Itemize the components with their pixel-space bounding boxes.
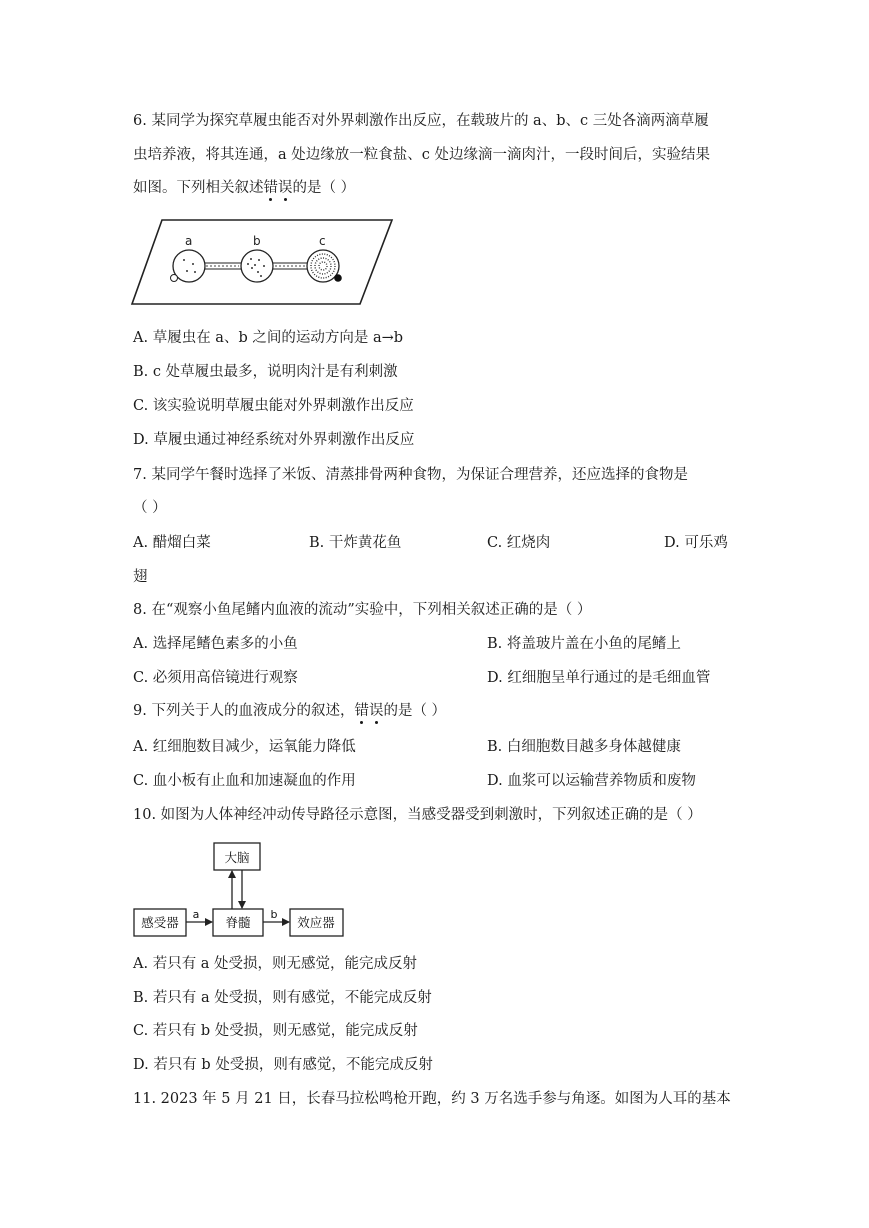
q6-option-c: C. 该实验说明草履虫能对外界刺激作出反应 <box>133 398 414 414</box>
q10-nerve-pathway-diagram <box>130 838 350 942</box>
label-a: a <box>185 234 193 248</box>
label-c: c <box>319 234 326 248</box>
q9-stem-pre: 9. 下列关于人的血液成分的叙述， <box>133 703 355 719</box>
label-a: a <box>192 908 200 921</box>
q9-option-a: A. 红细胞数目减少，运氧能力降低 <box>133 739 356 755</box>
spinal-cord-label: 脊髓 <box>225 915 251 930</box>
q7-option-b: B. 干炸黄花鱼 <box>309 535 402 551</box>
q8-stem: 8. 在“观察小鱼尾鳍内血液的流动”实验中，下列相关叙述正确的是（ ） <box>133 602 592 618</box>
q6-option-d: D. 草履虫通过神经系统对外界刺激作出反应 <box>133 432 415 448</box>
meat-juice-drop <box>334 274 342 282</box>
q10-option-d: D. 若只有 b 处受损，则有感觉，不能完成反射 <box>133 1057 433 1073</box>
effector-label: 效应器 <box>297 915 335 930</box>
label-b: b <box>270 908 278 921</box>
q7-option-d: D. 可乐鸡 <box>664 535 728 551</box>
q10-option-b: B. 若只有 a 处受损，则有感觉，不能完成反射 <box>133 990 432 1006</box>
q8-option-d: D. 红细胞呈单行通过的是毛细血管 <box>487 670 711 686</box>
q7-stem-line-2: （ ） <box>133 500 167 516</box>
q6-paramecium-slide-figure <box>130 216 395 308</box>
q9-stem <box>133 701 446 721</box>
q10-option-a: A. 若只有 a 处受损，则无感觉，能完成反射 <box>133 956 418 972</box>
emphasis-char: 误 <box>368 703 384 719</box>
q6-stem-pre: 如图。下列相关叙述 <box>133 180 264 196</box>
q6-option-b: B. c 处草履虫最多，说明肉汁是有利刺激 <box>133 364 398 380</box>
receptor-label: 感受器 <box>141 915 179 930</box>
q6-stem-line-3 <box>133 178 355 198</box>
q7-option-d-wrap: 翅 <box>133 569 148 585</box>
q10-option-c: C. 若只有 b 处受损，则无感觉，能完成反射 <box>133 1023 418 1039</box>
q7-option-c: C. 红烧肉 <box>487 535 551 551</box>
emphasis-char: 错 <box>263 180 278 196</box>
q11-stem-line-1: 11. 2023 年 5 月 21 日，长春马拉松鸣枪开跑，约 3 万名选手参与角逐。如图为人耳的基本 <box>133 1091 731 1107</box>
drop-b <box>241 250 273 282</box>
q6-stem-post: 的是（ ） <box>292 180 356 196</box>
drop-c <box>307 250 339 282</box>
q6-stem-line-2: 虫培养液，将其连通，a 处边缘放一粒食盐、c 处边缘滴一滴肉汁，一段时间后，实验结果 <box>133 147 710 163</box>
q9-option-b: B. 白细胞数目越多身体越健康 <box>487 739 681 755</box>
q6-option-a: A. 草履虫在 a、b 之间的运动方向是 a→b <box>133 330 404 346</box>
q7-option-a: A. 醋熘白菜 <box>133 535 211 551</box>
emphasis-char: 错 <box>354 703 369 719</box>
label-b: b <box>253 234 261 248</box>
q8-option-c: C. 必须用高倍镜进行观察 <box>133 670 298 686</box>
q9-stem-post: 的是（ ） <box>383 703 447 719</box>
q7-stem-line-1: 7. 某同学午餐时选择了米饭、清蒸排骨两种食物，为保证合理营养，还应选择的食物是 <box>133 467 688 483</box>
q8-option-b: B. 将盖玻片盖在小鱼的尾鳍上 <box>487 636 681 652</box>
q10-stem: 10. 如图为人体神经冲动传导路径示意图，当感受器受到刺激时，下列叙述正确的是（ ） <box>133 807 702 823</box>
brain-label: 大脑 <box>224 850 250 865</box>
q9-option-d: D. 血浆可以运输营养物质和废物 <box>487 773 696 789</box>
q6-stem-line-1: 6. 某同学为探究草履虫能否对外界刺激作出反应，在载玻片的 a、b、c 三处各滴两滴草履 <box>133 113 709 129</box>
emphasis-char: 误 <box>278 180 293 196</box>
q9-option-c: C. 血小板有止血和加速凝血的作用 <box>133 773 356 789</box>
q8-option-a: A. 选择尾鳍色素多的小鱼 <box>133 636 298 652</box>
salt-grain <box>171 275 178 282</box>
